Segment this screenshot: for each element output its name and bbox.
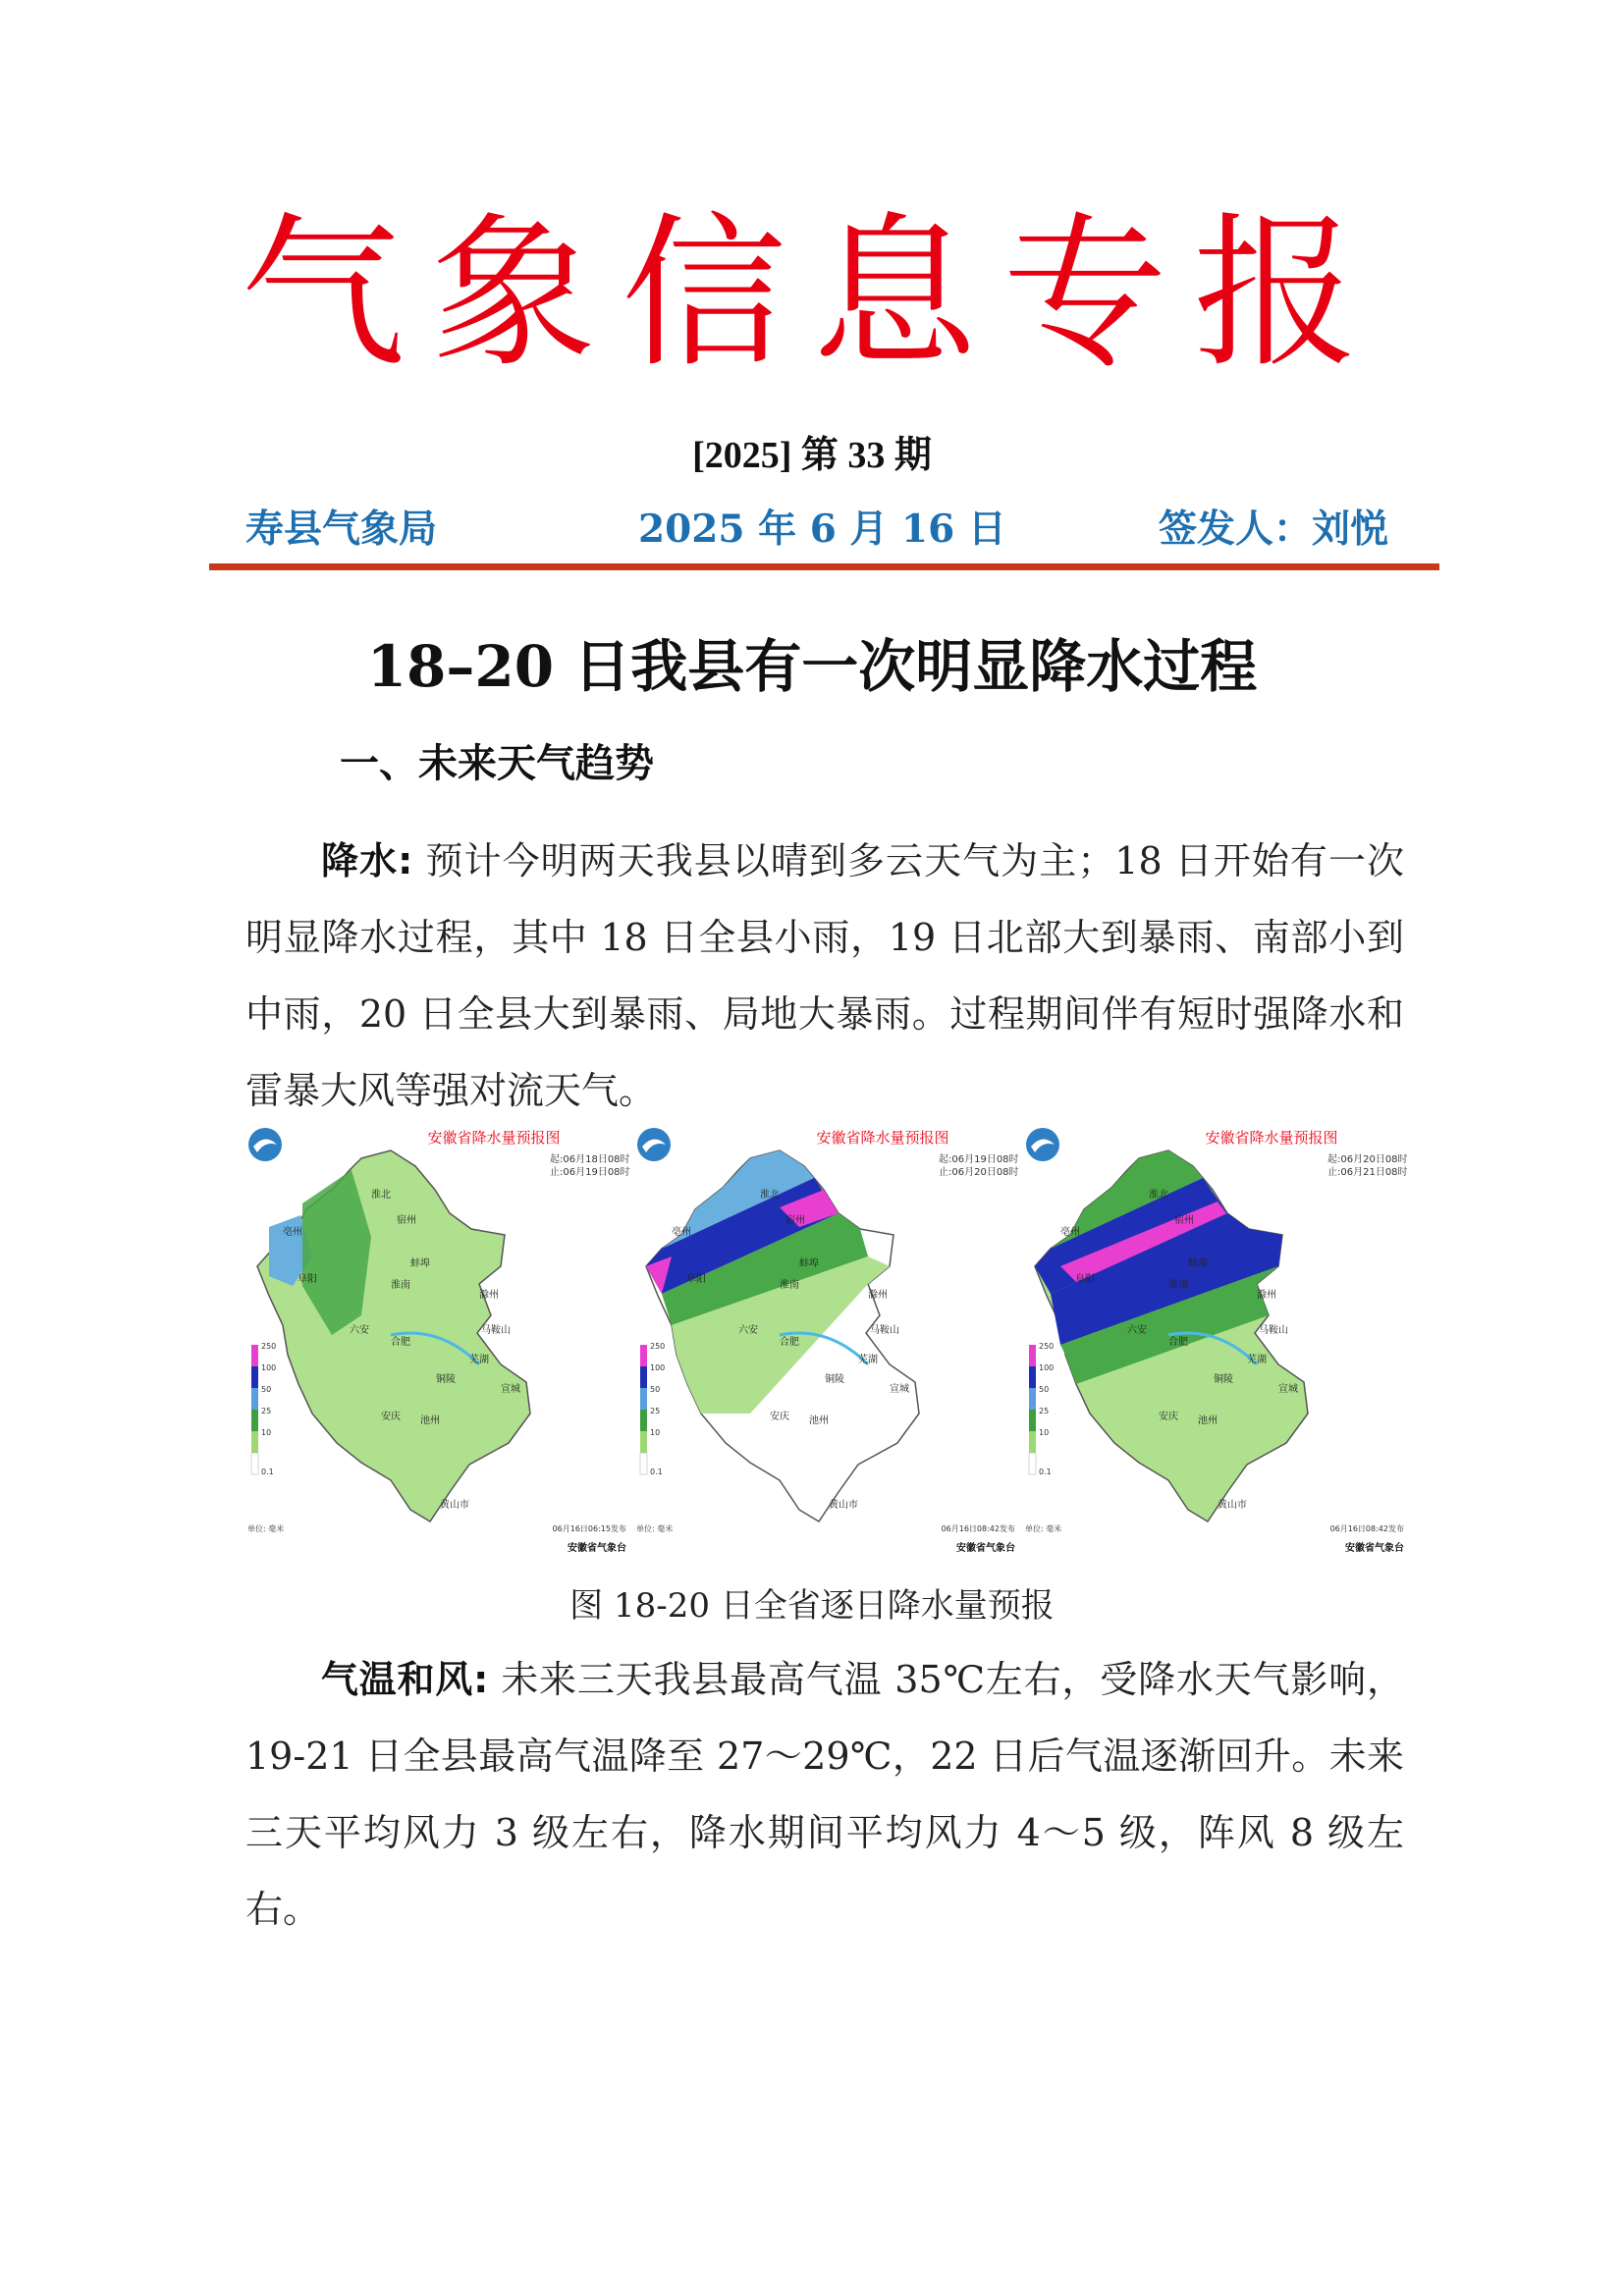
map-org: 安徽省气象台: [1345, 1543, 1404, 1554]
city-label: 滁州: [479, 1290, 499, 1301]
map-end: 止:06月19日08时: [550, 1167, 630, 1178]
map-org: 安徽省气象台: [568, 1543, 626, 1554]
forecast-map-1: [244, 1119, 634, 1580]
city-label: 合肥: [780, 1337, 799, 1348]
city-label: 芜湖: [858, 1355, 878, 1365]
city-label: 安庆: [770, 1412, 789, 1422]
svg-text:250: 250: [1039, 1342, 1055, 1351]
city-label: 池州: [420, 1415, 440, 1426]
map-unit: 单位: 毫米: [247, 1524, 285, 1533]
svg-text:50: 50: [261, 1385, 272, 1394]
city-label: 宿州: [397, 1215, 416, 1226]
city-label: 合肥: [391, 1337, 410, 1348]
city-label: 六安: [1127, 1325, 1147, 1336]
city-label: 铜陵: [436, 1374, 456, 1385]
map-end: 止:06月21日08时: [1327, 1167, 1408, 1178]
issue-date: 2025 年 6 月 16 日: [638, 507, 1006, 552]
svg-text:10: 10: [261, 1428, 272, 1437]
city-label: 安庆: [1159, 1412, 1178, 1422]
city-label: 滁州: [1257, 1290, 1276, 1301]
svg-text:25: 25: [650, 1407, 661, 1415]
svg-text:250: 250: [261, 1342, 277, 1351]
forecast-map-3: [1021, 1119, 1412, 1580]
city-label: 安庆: [381, 1412, 401, 1422]
city-label: 马鞍山: [1259, 1325, 1288, 1336]
forecast-maps: [244, 1119, 1412, 1580]
svg-text:25: 25: [1039, 1407, 1050, 1415]
map-title: 安徽省降水量预报图: [816, 1129, 949, 1147]
city-label: 芜湖: [469, 1355, 489, 1365]
figure-caption: 图 18-20 日全省逐日降水量预报: [569, 1586, 1055, 1626]
svg-text:0.1: 0.1: [261, 1468, 274, 1476]
logo-icon: [248, 1128, 282, 1161]
map-start: 起:06月19日08时: [939, 1154, 1019, 1165]
svg-text:100: 100: [261, 1363, 277, 1372]
city-label: 亳州: [672, 1227, 691, 1238]
city-label: 六安: [350, 1325, 369, 1336]
city-label: 蚌埠: [1188, 1258, 1208, 1269]
city-label: 铜陵: [825, 1374, 844, 1385]
city-label: 蚌埠: [410, 1258, 430, 1269]
city-label: 黄山市: [440, 1500, 469, 1511]
map-org: 安徽省气象台: [956, 1543, 1015, 1554]
city-label: 宿州: [785, 1215, 805, 1226]
city-label: 淮北: [1149, 1190, 1168, 1201]
map-issued: 06月16日08:42发布: [1329, 1524, 1404, 1533]
svg-text:0.1: 0.1: [650, 1468, 663, 1476]
agency-name: 寿县气象局: [245, 507, 438, 552]
masthead-title: 气象信息专报: [241, 197, 1383, 390]
header-divider: [209, 563, 1439, 570]
city-label: 芜湖: [1247, 1355, 1267, 1365]
svg-text:100: 100: [1039, 1363, 1055, 1372]
map-start: 起:06月18日08时: [550, 1154, 630, 1165]
city-label: 阜阳: [298, 1274, 317, 1285]
map-start: 起:06月20日08时: [1327, 1154, 1408, 1165]
svg-text:10: 10: [1039, 1428, 1050, 1437]
city-label: 阜阳: [1075, 1274, 1095, 1285]
logo-icon: [637, 1128, 671, 1161]
svg-text:250: 250: [650, 1342, 666, 1351]
city-label: 淮北: [371, 1190, 391, 1201]
headline: 18–20 日我县有一次明显降水过程: [366, 633, 1258, 700]
city-label: 蚌埠: [799, 1258, 819, 1269]
city-label: 铜陵: [1214, 1374, 1233, 1385]
city-label: 淮北: [760, 1190, 780, 1201]
map-issued: 06月16日08:42发布: [941, 1524, 1015, 1533]
city-label: 淮南: [1168, 1280, 1188, 1291]
city-label: 淮南: [391, 1280, 410, 1291]
svg-text:25: 25: [261, 1407, 272, 1415]
svg-text:100: 100: [650, 1363, 666, 1372]
city-label: 宣城: [1278, 1384, 1298, 1395]
city-label: 合肥: [1168, 1337, 1188, 1348]
city-label: 阜阳: [686, 1274, 706, 1285]
temp-paragraph: [245, 1641, 1404, 1948]
svg-text:50: 50: [1039, 1385, 1050, 1394]
precip-text: 预计今明两天我县以晴到多云天气为主；18 日开始有一次明显降水过程，其中 18 日全县小雨，19 日北部大到暴雨、南部小到中雨，20 日全县大到暴雨、局地大暴雨。过程期间伴有短时强降水和雷暴大风等强对流天气。: [245, 839, 1404, 1112]
city-label: 宣城: [501, 1384, 520, 1395]
temp-label: 气温和风:: [320, 1658, 489, 1701]
issue-number: [2025] 第 33 期: [692, 435, 932, 476]
map-title: 安徽省降水量预报图: [427, 1129, 561, 1147]
section-heading: 一、未来天气趋势: [340, 741, 654, 786]
city-label: 马鞍山: [481, 1325, 511, 1336]
svg-text:0.1: 0.1: [1039, 1468, 1052, 1476]
forecast-map-2: [632, 1119, 1023, 1580]
svg-text:50: 50: [650, 1385, 661, 1394]
city-label: 滁州: [868, 1290, 888, 1301]
map-unit: 单位: 毫米: [636, 1524, 674, 1533]
city-label: 宣城: [890, 1384, 909, 1395]
city-label: 亳州: [283, 1227, 302, 1238]
city-label: 池州: [809, 1415, 829, 1426]
temp-text: 未来三天我县最高气温 35℃左右，受降水天气影响，19-21 日全县最高气温降至 27～29℃，22 日后气温逐渐回升。未来三天平均风力 3 级左右，降水期间平均风力 4～5 级，阵风 8 级左右。: [245, 1658, 1404, 1931]
city-label: 六安: [738, 1325, 758, 1336]
signer: 签发人：刘悦: [1158, 507, 1388, 552]
city-label: 池州: [1198, 1415, 1218, 1426]
map-unit: 单位: 毫米: [1025, 1524, 1062, 1533]
precip-label: 降水:: [320, 839, 413, 882]
city-label: 黄山市: [1218, 1500, 1247, 1511]
city-label: 淮南: [780, 1280, 799, 1291]
logo-icon: [1026, 1128, 1059, 1161]
map-issued: 06月16日06:15发布: [552, 1524, 626, 1533]
map-end: 止:06月20日08时: [939, 1167, 1019, 1178]
map-title: 安徽省降水量预报图: [1205, 1129, 1338, 1147]
info-line: [245, 499, 1388, 558]
city-label: 黄山市: [829, 1500, 858, 1511]
city-label: 宿州: [1174, 1215, 1194, 1226]
city-label: 亳州: [1060, 1227, 1080, 1238]
precip-paragraph: [245, 823, 1404, 1129]
city-label: 马鞍山: [870, 1325, 899, 1336]
svg-text:10: 10: [650, 1428, 661, 1437]
